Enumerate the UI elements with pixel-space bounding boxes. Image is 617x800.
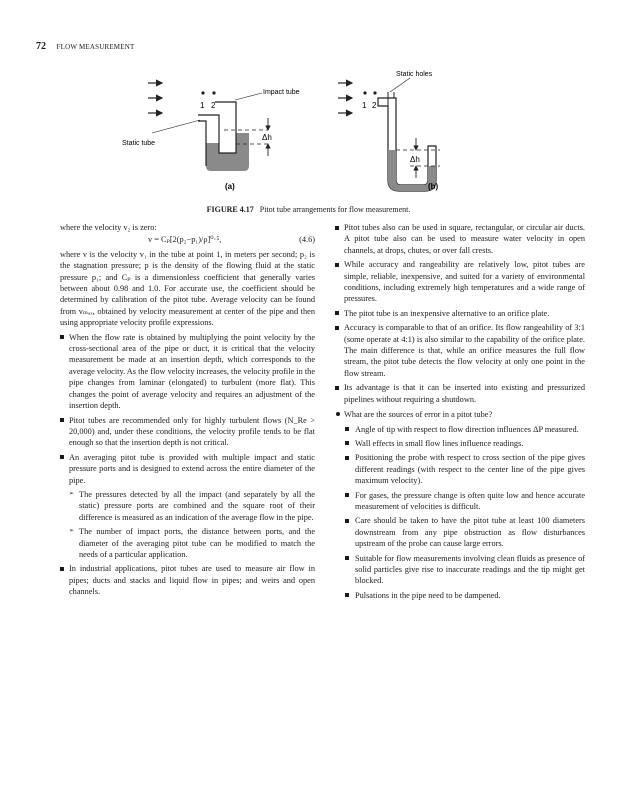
manometer-fluid xyxy=(206,133,249,171)
error-source-item: For gases, the pressure change is often quite low and hence accurate measurement of velocities is difficult. xyxy=(335,490,585,513)
right-column xyxy=(335,222,585,601)
error-source-item: Pulsations in the pipe need to be dampened. xyxy=(335,590,585,601)
bullet-item: Accuracy is comparable to that of an orifice. Its flow rangeability of 3:1 (some operate at 4:1) is also similar to the capability of the orifice plate. The main difference is that, while an orifice measures the full flow stream, the pitot tube detects the flow velocity at only one point in the flow stream. xyxy=(335,322,585,379)
point-2-dot xyxy=(212,91,215,94)
left-column xyxy=(60,222,315,598)
point-2-label: 2 xyxy=(372,101,377,110)
point-2-dot xyxy=(373,91,376,94)
equation-expression: v = Cₚ[2(p₂−p₁)/ρ]⁰·⁵, xyxy=(148,235,222,245)
panel-a-label: (a) xyxy=(225,182,235,191)
error-source-item: Wall effects in small flow lines influence readings. xyxy=(335,438,585,449)
impact-tube-label: Impact tube xyxy=(263,89,300,96)
panel-b-label: (b) xyxy=(428,182,439,191)
page-number: 72 xyxy=(36,41,46,52)
figure-caption-label: FIGURE 4.17 xyxy=(206,205,254,214)
page-header xyxy=(36,41,134,52)
bullet-item: The pitot tube is an inexpensive alternative to an orifice plate. xyxy=(335,308,585,319)
static-tube xyxy=(198,121,206,166)
equation-4-6 xyxy=(60,234,315,245)
pitot-tube-diagram xyxy=(120,58,520,218)
paragraph: where the velocity v₂ is zero: xyxy=(60,223,157,232)
error-source-item: Angle of tip with respect to flow direction influences ΔP measured. xyxy=(335,424,585,435)
error-source-item: Positioning the probe with respect to cross section of the pipe gives different readings (with respect to the center line of the pipe gives maximum velocity). xyxy=(335,452,585,486)
equation-number: (4.6) xyxy=(299,235,315,245)
error-source-item: Care should be taken to have the pitot tube at least 100 diameters downstream from any pipe obstruction as flow disturbances upstream of the probe can cause large errors. xyxy=(335,515,585,549)
delta-h-label-a: Δh xyxy=(262,133,272,142)
pitot-tube-figure xyxy=(120,58,520,218)
figure-caption-text: Pitot tube arrangements for flow measurement. xyxy=(259,205,411,214)
question-item: What are the sources of error in a pitot tube? xyxy=(335,409,585,420)
point-1-label: 1 xyxy=(200,101,205,110)
combined-pitot-probe xyxy=(378,98,436,191)
delta-h-label-b: Δh xyxy=(410,155,420,164)
bullet-item: An averaging pitot tube is provided with multiple impact and static pressure ports and is designed to extend across the entire diameter of the pipe. xyxy=(60,452,315,486)
running-title: FLOW MEASUREMENT xyxy=(56,43,135,51)
bullet-item: When the flow rate is obtained by multiplying the point velocity by the cross-sectional area of the pipe or duct, it is critical that the velocity measurement be made at an insertion depth, which corresponds to the average velocity. As the flow velocity increases, the velocity profile in the pipe changes from laminar (elongated) to turbulent (more flat). This changes the point of average velocity and requires an adjustment of the insertion depth. xyxy=(60,332,315,412)
sub-bullet-item: ➢ The pressures detected by all the impact (and separately by all the static) pressure ports are combined and the square root of their difference is measured as an indication of the average flow in the pipe. xyxy=(60,489,315,523)
bullet-item: While accuracy and rangeability are relatively low, pitot tubes are simple, reliable, inexpensive, and suited for a variety of environmental conditions, including extremely high temperatures and a wide range of pressures. xyxy=(335,259,585,305)
static-tube-label: Static tube xyxy=(122,140,156,147)
panel-b xyxy=(338,71,440,191)
point-1-dot xyxy=(201,91,204,94)
sub-bullet-item: ➢ The number of impact ports, the distance between ports, and the diameter of the averaging pitot tube can be modified to match the needs of a particular application. xyxy=(60,526,315,560)
figure-caption xyxy=(0,205,617,214)
panel-a xyxy=(122,83,300,191)
static-holes-label: Static holes xyxy=(396,71,433,78)
error-source-item: Suitable for flow measurements involving clean fluids as presence of solid particles give rise to inaccurate readings and the tip might get blocked. xyxy=(335,553,585,587)
point-1-label: 1 xyxy=(362,101,367,110)
bullet-item: In industrial applications, pitot tubes are used to measure air flow in pipes; ducts and stacks and liquid flow in pipes; and weirs and open channels. xyxy=(60,563,315,597)
point-2-label: 2 xyxy=(211,101,216,110)
bullet-item: Its advantage is that it can be inserted into existing and pressurized pipelines without requiring a shutdown. xyxy=(335,382,585,405)
bullet-item: Pitot tubes also can be used in square, rectangular, or circular air ducts. A pitot tube also can be used to measure water velocity in open channels, at drops, chutes, or over fall crests. xyxy=(335,222,585,256)
point-1-dot xyxy=(363,91,366,94)
bullet-item: Pitot tubes are recommended only for highly turbulent flows (N_Re > 20,000) and, under these conditions, the velocity profile tends to be flat enough so that the insertion depth is not critical. xyxy=(60,415,315,449)
paragraph: where v is the velocity v₁ in the tube at point 1, in meters per second; p₂ is the stagnation pressure; p is the density of the flowing fluid at the static pressure p₁; and Cₚ is a dimensionless coefficient that generally varies between about 0.98 and 1.0. For accurate use, the coefficient should be determined by calibration of the pitot tube. Average velocity can be found from vₘₐₓ, obtained by velocity measurement at center of the pipe and then using appropriate velocity profile expressions. xyxy=(60,249,315,328)
